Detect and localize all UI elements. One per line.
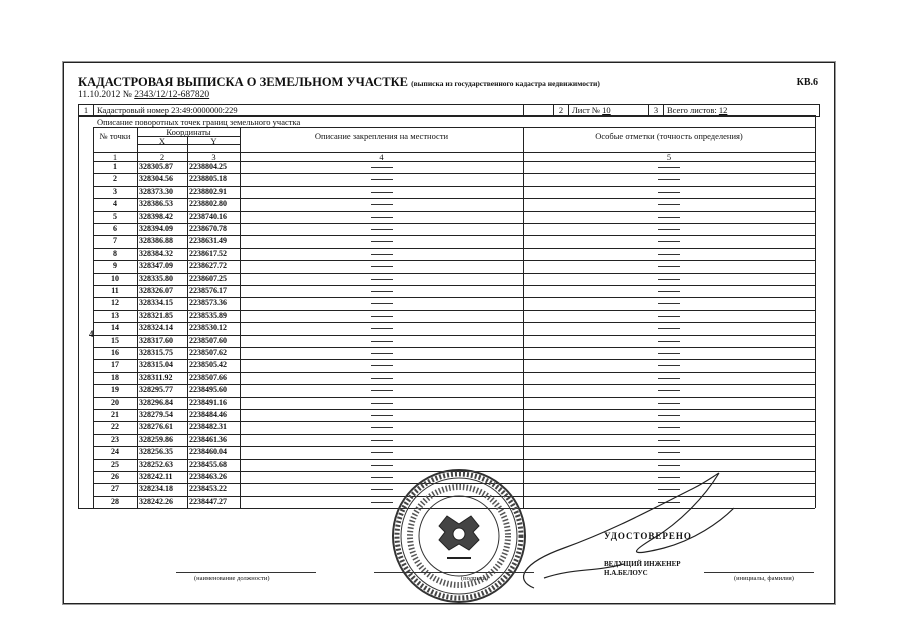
point-number: 1 — [113, 162, 117, 171]
section-row-number: 4 — [89, 328, 94, 339]
cadastral-label: Кадастровый номер — [97, 105, 169, 115]
number-prefix: № — [122, 90, 132, 100]
notes-dash — [658, 179, 680, 180]
y-coordinate: 2238460.04 — [189, 447, 227, 457]
notes-dash — [658, 291, 680, 292]
description-dash — [371, 279, 393, 280]
notes-dash — [658, 365, 680, 366]
point-number: 18 — [111, 372, 119, 382]
cadastral-number: 23:49:0000000:229 — [171, 105, 238, 115]
y-coordinate: 2238461.36 — [189, 434, 227, 444]
x-coordinate: 328242.26 — [139, 496, 173, 506]
notes-dash — [658, 403, 680, 404]
table-row — [93, 223, 815, 235]
y-coordinate: 2238495.60 — [189, 385, 227, 395]
y-coordinate: 2238455.68 — [189, 459, 227, 469]
table-right-rule — [815, 115, 816, 508]
position-caption: (наименование должности) — [194, 575, 270, 582]
x-coordinate: 328242.11 — [139, 472, 173, 481]
certified-stamp-text: УДОСТОВЕРЕНО — [604, 531, 692, 541]
table-row — [93, 198, 815, 210]
y-coordinate: 2238576.17 — [189, 286, 227, 295]
y-coordinate: 2238573.36 — [189, 298, 227, 308]
notes-dash — [658, 167, 680, 168]
description-dash — [371, 192, 393, 193]
description-dash — [371, 390, 393, 391]
point-number: 14 — [111, 323, 119, 333]
notes-dash — [658, 465, 680, 466]
description-dash — [371, 415, 393, 416]
x-coordinate: 328326.07 — [139, 286, 173, 295]
notes-dash — [658, 217, 680, 218]
x-coordinate: 328252.63 — [139, 459, 173, 469]
table-row — [93, 161, 815, 173]
x-coordinate: 328296.84 — [139, 397, 173, 407]
notes-dash — [658, 390, 680, 391]
col-number-4: 4 — [379, 152, 384, 162]
point-number: 3 — [113, 186, 117, 196]
y-coordinate: 2238805.18 — [189, 174, 227, 184]
description-dash — [371, 403, 393, 404]
y-coordinate: 2238530.12 — [189, 323, 227, 333]
description-dash — [371, 341, 393, 342]
x-coordinate: 328347.09 — [139, 261, 173, 271]
description-dash — [371, 353, 393, 354]
y-coordinate: 2238631.49 — [189, 236, 227, 246]
description-dash — [371, 241, 393, 242]
description-dash — [371, 217, 393, 218]
total-label: Всего листов: — [667, 105, 717, 115]
y-coordinate: 2238463.26 — [189, 472, 227, 481]
notes-dash — [658, 341, 680, 342]
description-column-header: Описание закрепления на местности — [314, 131, 449, 141]
point-number: 6 — [113, 224, 117, 233]
table-row — [93, 335, 815, 347]
y-column-header: Y — [210, 136, 217, 146]
point-number: 16 — [111, 348, 119, 357]
point-number: 10 — [111, 273, 119, 283]
x-coordinate: 328334.15 — [139, 298, 173, 308]
notes-dash — [658, 328, 680, 329]
x-coordinate: 328311.92 — [139, 372, 173, 382]
engineer-block — [604, 560, 681, 578]
x-coordinate: 328234.18 — [139, 484, 173, 494]
point-number: 9 — [113, 261, 117, 271]
point-number: 28 — [111, 496, 119, 506]
notes-dash — [658, 303, 680, 304]
notes-dash — [658, 427, 680, 428]
table-row — [93, 384, 815, 396]
x-coordinate: 328315.04 — [139, 360, 173, 370]
table-row — [93, 347, 815, 359]
description-dash — [371, 427, 393, 428]
signature-caption: (подпись) — [461, 575, 488, 582]
col-number-5: 5 — [666, 152, 672, 162]
point-number: 15 — [111, 335, 119, 345]
description-dash — [371, 254, 393, 255]
x-coordinate: 328295.77 — [139, 385, 173, 395]
x-coordinate: 328321.85 — [139, 310, 173, 320]
col-number-3: 3 — [211, 152, 216, 162]
table-row — [93, 273, 815, 285]
x-coordinate: 328386.88 — [139, 236, 173, 246]
x-coordinate: 328315.75 — [139, 348, 173, 357]
y-coordinate: 2238535.89 — [189, 310, 227, 320]
x-coordinate: 328259.86 — [139, 434, 173, 444]
y-coordinate: 2238491.16 — [189, 397, 227, 407]
x-coordinate: 328305.87 — [139, 162, 173, 171]
x-coordinate: 328304.56 — [139, 174, 173, 184]
y-coordinate: 2238802.80 — [189, 199, 227, 209]
x-coordinate: 328279.54 — [139, 410, 173, 419]
point-number: 7 — [113, 236, 117, 246]
info-index: 1 — [78, 105, 93, 116]
point-number: 22 — [111, 422, 119, 432]
table-row — [93, 421, 815, 433]
y-coordinate: 2238507.60 — [189, 335, 227, 345]
x-coordinate: 328276.61 — [139, 422, 173, 432]
description-dash — [371, 316, 393, 317]
description-dash — [371, 204, 393, 205]
table-row — [93, 434, 815, 446]
position-line — [176, 572, 316, 573]
y-coordinate: 2238617.52 — [189, 248, 227, 258]
description-dash — [371, 303, 393, 304]
initials-line — [704, 572, 814, 573]
y-coordinate: 2238447.27 — [189, 496, 227, 506]
point-column-header: № точки — [99, 131, 131, 141]
y-coordinate: 2238740.16 — [189, 211, 227, 221]
description-dash — [371, 452, 393, 453]
point-number: 24 — [111, 447, 119, 457]
x-coordinate: 328324.14 — [139, 323, 173, 333]
title-main: КАДАСТРОВАЯ ВЫПИСКА О ЗЕМЕЛЬНОМ УЧАСТКЕ — [78, 75, 408, 89]
notes-dash — [658, 316, 680, 317]
point-number: 19 — [111, 385, 119, 395]
table-row — [93, 446, 815, 458]
y-coordinate: 2238482.31 — [189, 422, 227, 432]
description-dash — [371, 328, 393, 329]
y-coordinate: 2238507.66 — [189, 372, 227, 382]
table-row — [93, 297, 815, 309]
point-number: 27 — [111, 484, 119, 494]
notes-dash — [658, 266, 680, 267]
notes-dash — [658, 353, 680, 354]
y-coordinate: 2238607.25 — [189, 273, 227, 283]
table-row — [93, 173, 815, 185]
description-dash — [371, 167, 393, 168]
point-number: 12 — [111, 298, 119, 308]
notes-dash — [658, 254, 680, 255]
x-coordinate: 328398.42 — [139, 211, 173, 221]
document-sheet — [63, 62, 835, 604]
notes-dash — [658, 241, 680, 242]
description-dash — [371, 266, 393, 267]
sheet-label: Лист № — [572, 105, 601, 115]
point-number: 25 — [111, 459, 119, 469]
point-number: 17 — [111, 360, 119, 370]
y-coordinate: 2238627.72 — [189, 261, 227, 271]
info-col2-num: 2 — [553, 105, 568, 116]
section-title: Описание поворотных точек границ земельного участка — [97, 117, 301, 127]
table-row — [93, 260, 815, 272]
x-coordinate: 328386.53 — [139, 199, 173, 209]
x-coordinate: 328317.60 — [139, 335, 173, 345]
total-number: 12 — [718, 105, 728, 115]
description-dash — [371, 229, 393, 230]
notes-dash — [658, 415, 680, 416]
extract-date: 11.10.2012 — [78, 90, 121, 100]
point-number: 26 — [111, 472, 119, 481]
engineer-title: ВЕДУЩИЙ ИНЖЕНЕР — [604, 560, 681, 568]
notes-dash — [658, 279, 680, 280]
engineer-name: Н.А.БЕЛОУС — [604, 569, 648, 577]
coords-column-header: Координаты — [166, 127, 211, 137]
table-row — [93, 310, 815, 322]
y-coordinate: 2238505.42 — [189, 360, 227, 370]
point-number: 4 — [113, 199, 117, 209]
x-column-header: X — [158, 136, 166, 146]
description-dash — [371, 378, 393, 379]
sheet-number: 10 — [602, 105, 611, 115]
title-subtitle: (выписка из государственного кадастра недвижимости) — [411, 79, 600, 88]
point-number: 11 — [111, 286, 119, 295]
table-row — [93, 235, 815, 247]
description-dash — [371, 440, 393, 441]
y-coordinate: 2238804.25 — [189, 162, 227, 171]
y-coordinate: 2238802.91 — [189, 186, 227, 196]
y-coordinate: 2238453.22 — [189, 484, 227, 494]
y-coordinate: 2238670.78 — [189, 224, 227, 233]
notes-dash — [658, 192, 680, 193]
description-dash — [371, 179, 393, 180]
table-row — [93, 359, 815, 371]
document-title — [78, 75, 600, 90]
description-dash — [371, 291, 393, 292]
table-top-rule — [78, 115, 815, 116]
table-left-rule — [78, 115, 79, 508]
notes-dash — [658, 452, 680, 453]
point-number: 13 — [111, 310, 119, 320]
point-number: 2 — [113, 174, 117, 184]
initials-caption: (инициалы, фамилия) — [734, 575, 794, 582]
x-coordinate: 328373.30 — [139, 186, 173, 196]
x-coordinate: 328335.80 — [139, 273, 173, 283]
notes-dash — [658, 204, 680, 205]
x-coordinate: 328384.32 — [139, 248, 173, 258]
point-number: 5 — [113, 211, 117, 221]
table-row — [93, 285, 815, 297]
notes-dash — [658, 229, 680, 230]
form-code: КВ.6 — [796, 77, 818, 88]
point-number: 21 — [111, 410, 119, 419]
point-number: 8 — [113, 248, 117, 258]
table-row — [93, 248, 815, 260]
info-col3-num: 3 — [648, 105, 663, 116]
extract-number: 2343/12/12-687820 — [134, 90, 210, 100]
x-coordinate: 328394.09 — [139, 224, 173, 233]
table-row — [93, 397, 815, 409]
table-row — [93, 372, 815, 384]
description-dash — [371, 365, 393, 366]
point-number: 23 — [111, 434, 119, 444]
notes-column-header: Особые отметки (точность определения) — [595, 131, 743, 141]
date-line — [78, 90, 209, 100]
notes-dash — [658, 440, 680, 441]
col-number-1: 1 — [112, 152, 118, 162]
notes-dash — [658, 378, 680, 379]
table-row — [93, 186, 815, 198]
table-row — [93, 409, 815, 421]
y-coordinate: 2238484.46 — [189, 410, 227, 419]
signature-line — [374, 572, 534, 573]
x-coordinate: 328256.35 — [139, 447, 173, 457]
table-row — [93, 211, 815, 223]
col-number-2: 2 — [159, 152, 165, 162]
table-row — [93, 322, 815, 334]
y-coordinate: 2238507.62 — [189, 348, 227, 357]
point-number: 20 — [111, 397, 119, 407]
